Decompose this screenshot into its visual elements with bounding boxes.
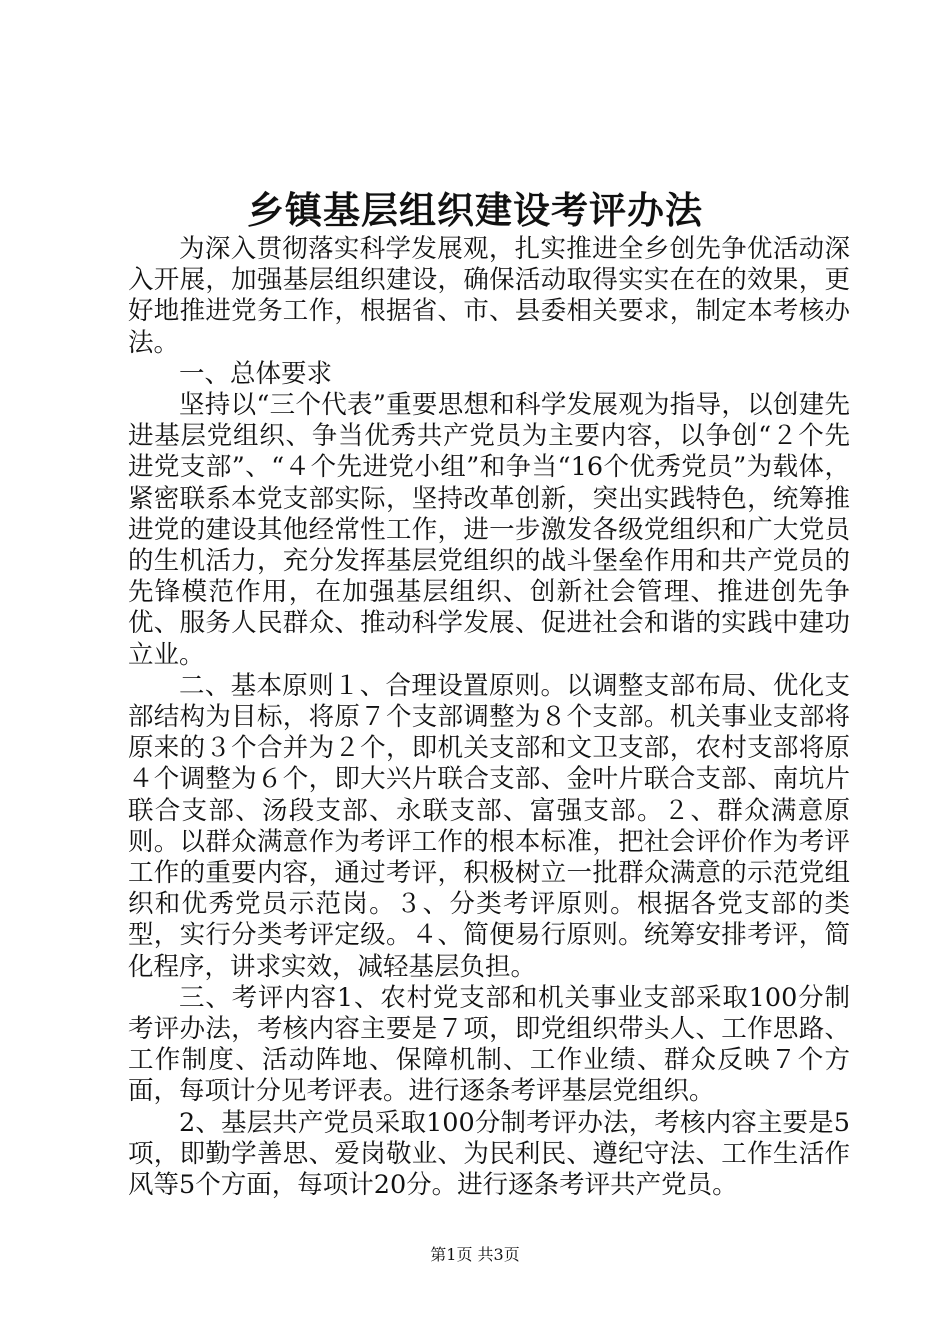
paragraph-general-requirements: 坚持以“三个代表”重要思想和科学发展观为指导，以创建先进基层党组织、争当优秀共产党员为主要内容，以争创“２个先进党支部”、“４个先进党小组”和争当“16个优秀党员”为载体，紧密联系本党支部实际，坚持改革创新，突出实践特色，统筹推进党的建设其他经常性工作，进一步激发各级党组织和广大党员的生机活力，充分发挥基层党组织的战斗堡垒作用和共产党员的先锋模范作用，在加强基层组织、创新社会管理、推进创先争优、服务人民群众、推动科学发展、促进社会和谐的实践中建功立业。 [128, 390, 850, 670]
paragraph-evaluation-content: 三、考评内容1、农村党支部和机关事业支部采取100分制考评办法，考核内容主要是７项，即党组织带头人、工作思路、工作制度、活动阵地、保障机制、工作业绩、群众反映７个方面，每项计分见考评表。进行逐条考评基层党组织。 [128, 982, 850, 1107]
document-body [128, 234, 850, 1201]
paragraph-intro: 为深入贯彻落实科学发展观，扎实推进全乡创先争优活动深入开展，加强基层组织建设，确保活动取得实实在在的效果，更好地推进党务工作，根据省、市、县委相关要求，制定本考核办法。 [128, 234, 850, 358]
document-title: 乡镇基层组织建设考评办法 [247, 188, 703, 232]
page-footer: 第1页 共3页 [430, 1245, 520, 1264]
section-heading-general-requirements: 一、总体要求 [179, 358, 333, 389]
paragraph-basic-principles: 二、基本原则１、合理设置原则。以调整支部布局、优化支部结构为目标，将原７个支部调整为８个支部。机关事业支部将原来的３个合并为２个，即机关支部和文卫支部，农村支部将原４个调整为６个，即大兴片联合支部、金叶片联合支部、南坑片联合支部、汤段支部、永联支部、富强支部。２、群众满意原则。以群众满意作为考评工作的根本标准，把社会评价作为考评工作的重要内容，通过考评，积极树立一批群众满意的示范党组织和优秀党员示范岗。３、分类考评原则。根据各党支部的类型，实行分类考评定级。４、简便易行原则。统筹安排考评，简化程序，讲求实效，减轻基层负担。 [128, 670, 850, 982]
paragraph-member-evaluation: 2、基层共产党员采取100分制考评办法，考核内容主要是5项，即勤学善思、爱岗敬业、为民利民、遵纪守法、工作生活作风等5个方面，每项计20分。进行逐条考评共产党员。 [128, 1107, 850, 1201]
